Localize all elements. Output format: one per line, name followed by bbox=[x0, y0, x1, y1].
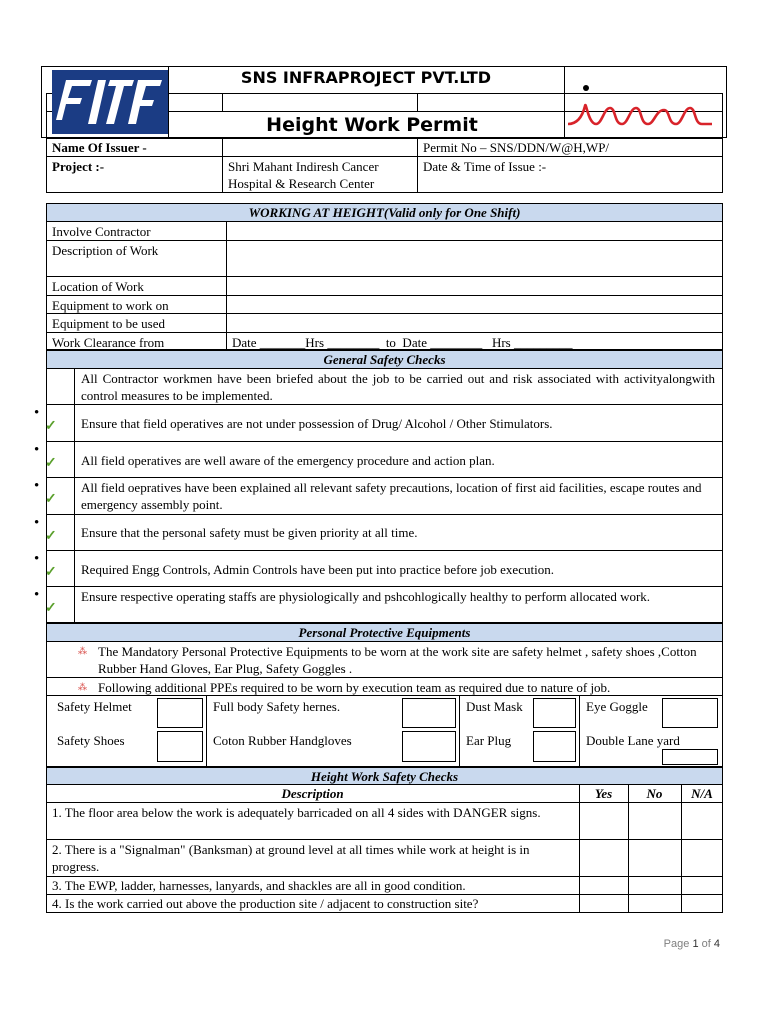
date-time-issue: Date & Time of Issue :- bbox=[423, 159, 547, 174]
ppe-item-label: Double Lane yard bbox=[586, 733, 680, 748]
bullet-icon: • bbox=[34, 442, 40, 458]
permit-number: Permit No – SNS/DDN/W@H,WP/ bbox=[423, 140, 610, 155]
bullet-icon: • bbox=[34, 405, 40, 421]
ppe-checkbox-safety-helmet[interactable] bbox=[157, 698, 203, 728]
bullet-icon: • bbox=[34, 478, 40, 494]
ppe-checkbox-rubber-handgloves[interactable] bbox=[402, 731, 456, 762]
col-na-header: N/A bbox=[691, 786, 713, 801]
sit-logo-icon bbox=[52, 70, 168, 134]
bullet-icon: • bbox=[34, 515, 40, 531]
general-check-item: All Contractor workmen have been briefed about the job to be carried out and risk associated with activityalongwith control measures to be implemented. bbox=[81, 371, 715, 403]
imcm-logo bbox=[566, 80, 716, 136]
ppe-item-label: Dust Mask bbox=[466, 699, 523, 714]
bullet-icon: • bbox=[34, 587, 40, 603]
company-logo bbox=[52, 70, 168, 134]
checkmark-icon: ✓ bbox=[45, 456, 57, 471]
general-check-item: All field operatives are well aware of the emergency procedure and action plan. bbox=[81, 453, 495, 468]
checkmark-icon: ✓ bbox=[45, 492, 57, 507]
row-equipment-to-be-used: Equipment to be used bbox=[52, 316, 166, 331]
general-checks-title: General Safety Checks bbox=[46, 350, 723, 369]
ppe-checkbox-dust-mask[interactable] bbox=[533, 698, 576, 728]
general-check-item: Ensure respective operating staffs are physiologically and pshcohlogically healthy to perform allocated work. bbox=[81, 589, 651, 604]
ppe-checkbox-safety-shoes[interactable] bbox=[157, 731, 203, 762]
table-row: 1. The floor area below the work is adequately barricaded on all 4 sides with DANGER signs. bbox=[52, 805, 541, 820]
col-no-header: No bbox=[646, 786, 663, 801]
ppe-title: Personal Protective Equipments bbox=[46, 623, 723, 642]
imcm-logo-icon bbox=[566, 80, 716, 136]
clearance-date-field[interactable]: Date _______Hrs ________ to Date ________ Hrs _________ bbox=[232, 335, 573, 350]
ppe-note-additional: Following additional PPEs required to be worn by execution team as required due to nature of job. bbox=[98, 680, 611, 695]
table-row: 4. Is the work carried out above the production site / adjacent to construction site? bbox=[52, 896, 479, 911]
height-checks-title: Height Work Safety Checks bbox=[46, 767, 723, 785]
general-check-item: Ensure that the personal safety must be given priority at all time. bbox=[81, 525, 418, 540]
ppe-item-label: Ear Plug bbox=[466, 733, 512, 748]
ppe-item-label: Safety Helmet bbox=[57, 699, 132, 714]
ppe-item-label: Eye Goggle bbox=[586, 699, 648, 714]
general-check-item: Ensure that field operatives are not under possession of Drug/ Alcohol / Other Stimulators. bbox=[81, 416, 553, 431]
flag-bullet-icon: ⁂ bbox=[78, 682, 86, 692]
row-involve-contractor: Involve Contractor bbox=[52, 224, 151, 239]
ppe-item-label: Safety Shoes bbox=[57, 733, 125, 748]
col-description-header: Description bbox=[281, 786, 344, 801]
row-equipment-to-work-on: Equipment to work on bbox=[52, 298, 169, 313]
table-row: 3. The EWP, ladder, harnesses, lanyards, and shackles are all in good condition. bbox=[52, 878, 466, 893]
ppe-note-mandatory: The Mandatory Personal Protective Equipments to be worn at the work site are safety helmet , safety shoes ,Cotton Rubber Hand Gloves, Ear Plug, Safety Goggles . bbox=[98, 644, 697, 676]
general-check-item: All field oepratives have been explained all relevant safety precautions, location of first aid facilities, escape routes and emergency assembly point. bbox=[81, 480, 702, 512]
general-check-item: Required Engg Controls, Admin Controls have been put into practice before job execution. bbox=[81, 562, 554, 577]
issuer-label: Name Of Issuer - bbox=[52, 140, 147, 155]
page-number: Page 1 of 4 bbox=[663, 938, 720, 950]
company-name: SNS INFRAPROJECT PVT.LTD bbox=[240, 68, 492, 87]
ppe-checkbox-eye-goggle[interactable] bbox=[662, 698, 718, 728]
page-title: Height Work Permit bbox=[266, 114, 478, 136]
working-height-title: WORKING AT HEIGHT(Valid only for One Shift) bbox=[46, 203, 723, 222]
row-location-of-work: Location of Work bbox=[52, 279, 144, 294]
project-label: Project :- bbox=[52, 159, 105, 174]
table-row: 2. There is a "Signalman" (Banksman) at ground level at all times while work at height is in progress. bbox=[52, 842, 530, 874]
checkmark-icon: ✓ bbox=[45, 601, 57, 616]
ppe-checkbox-double-lanyard[interactable] bbox=[662, 749, 718, 765]
ppe-item-label: Full body Safety hernes. bbox=[213, 699, 341, 714]
checkmark-icon: ✓ bbox=[45, 529, 57, 544]
bullet-icon: • bbox=[34, 551, 40, 567]
checkmark-icon: ✓ bbox=[45, 419, 57, 434]
row-work-clearance-from: Work Clearance from bbox=[52, 335, 165, 350]
ppe-item-label: Coton Rubber Handgloves bbox=[213, 733, 352, 748]
row-description-of-work: Description of Work bbox=[52, 243, 159, 258]
ppe-checkbox-full-body-harness[interactable] bbox=[402, 698, 456, 728]
checkmark-icon: ✓ bbox=[45, 565, 57, 580]
flag-bullet-icon: ⁂ bbox=[78, 646, 86, 656]
project-value: Shri Mahant Indiresh Cancer Hospital & Research Center bbox=[228, 159, 379, 191]
ppe-checkbox-ear-plug[interactable] bbox=[533, 731, 576, 762]
col-yes-header: Yes bbox=[594, 786, 613, 801]
